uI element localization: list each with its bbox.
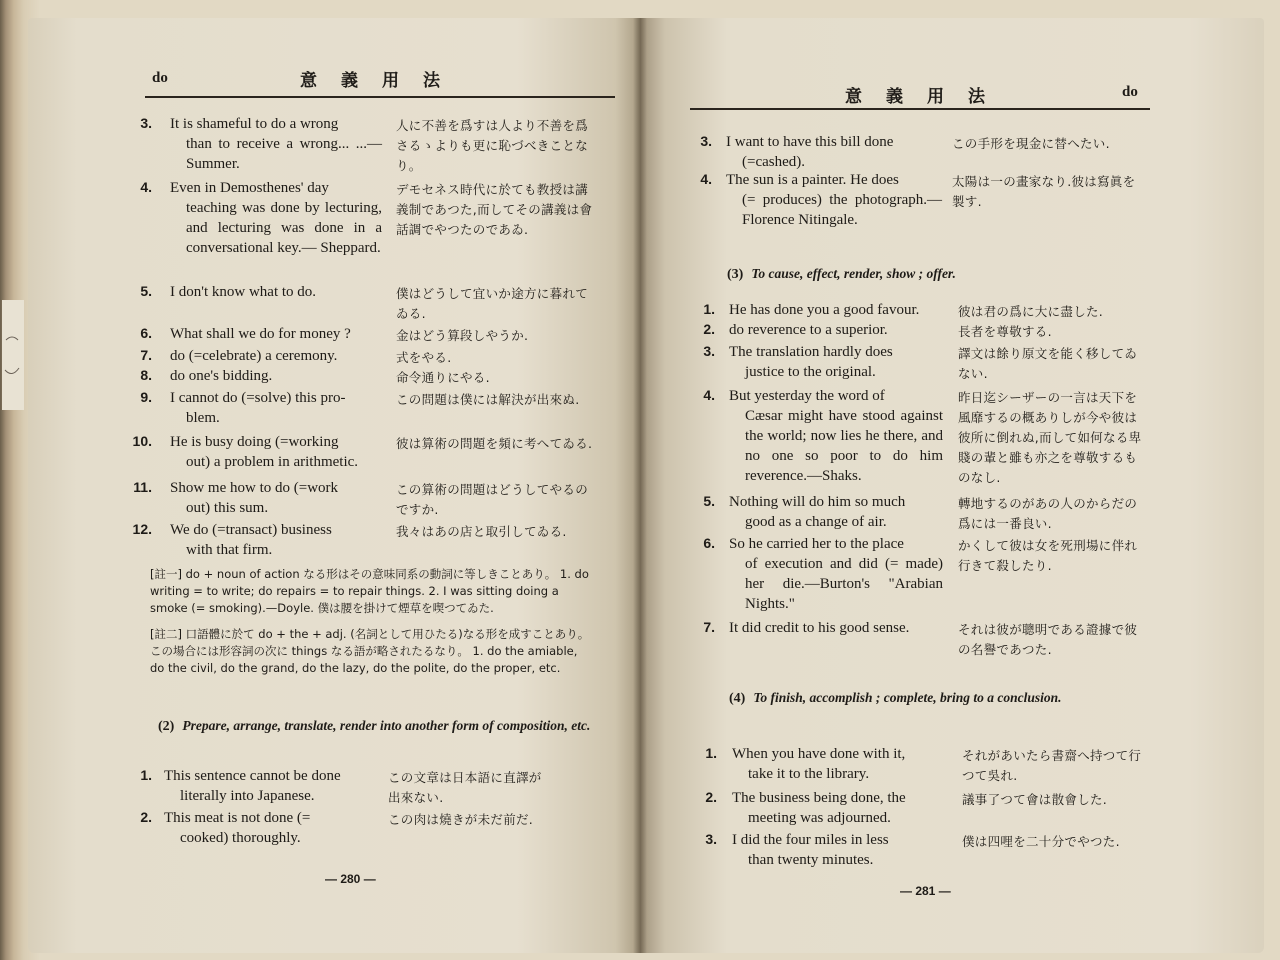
entry-english-first-line: do reverence to a superior. xyxy=(729,322,888,338)
entry-english-continuation: with that firm. xyxy=(186,542,273,558)
entry-japanese: 譯文は餘り原文を能く移してゐない. xyxy=(958,346,1138,381)
entry-english-continuation: cooked) thoroughly. xyxy=(180,830,301,846)
entry-english-first-line: do one's bidding. xyxy=(170,368,273,384)
entry-english xyxy=(170,432,382,472)
entry-english xyxy=(170,178,382,258)
entry-english xyxy=(729,386,943,486)
entry-english-first-line: We do (=transact) business xyxy=(170,522,332,538)
entry-number: 8. xyxy=(140,367,152,383)
page-edge-bookmark xyxy=(0,300,26,410)
left-note-2: [註二] 口語體に於て do + the + adj. (名詞として用ひたる)なる形を成すことあり。この場合には形容詞の次に things なる語が略されたるなり。 1. do the amiable, do the civil, do the grand, do the lazy, do the polite, do the proper, etc. xyxy=(150,627,590,675)
entry-japanese: 轉地するのがあの人のからだの爲には一番良い. xyxy=(958,496,1138,531)
entry-english-first-line: I did the four miles in less xyxy=(732,832,889,848)
section-number: (4) xyxy=(729,691,746,706)
entry-japanese: この手形を現金に替へたい. xyxy=(952,136,1110,151)
entry-english xyxy=(170,114,382,174)
entry-number: 2. xyxy=(705,789,717,805)
right-section-4-heading xyxy=(729,688,1141,709)
entry-english-continuation: justice to the original. xyxy=(745,364,876,380)
entry-english-first-line: Show me how to do (=work xyxy=(170,480,339,496)
entry-japanese: 人に不善を爲すは人より不善を爲さるゝよりも更に恥づべきことなり。 xyxy=(396,118,589,173)
entry-english xyxy=(164,808,374,848)
entry-japanese: 議事了つて會は散會した. xyxy=(962,792,1108,807)
entry-number: 7. xyxy=(140,347,152,363)
right-folio: — 281 — xyxy=(900,884,951,898)
entry-japanese: 命令通りにやる. xyxy=(396,370,490,385)
entry-number: 5. xyxy=(703,493,715,509)
entry-japanese: 彼は算術の問題を頻に考へてゐる. xyxy=(396,436,593,451)
entry-number: 4. xyxy=(703,387,715,403)
entry-english-continuation: literally into Japanese. xyxy=(180,788,315,804)
entry-english-continuation: out) this sum. xyxy=(186,500,269,516)
entry-japanese: 僕は四哩を二十分でやつた. xyxy=(962,834,1120,849)
entry-english-continuation: take it to the library. xyxy=(748,766,870,782)
entry-japanese: この肉は燒きが未だ前だ. xyxy=(388,812,534,827)
entry-english-first-line: I want to have this bill done xyxy=(726,134,894,150)
entry-english xyxy=(170,282,382,302)
entry-english-first-line: When you have done with it, xyxy=(732,746,906,762)
entry-english-first-line: It is shameful to do a wrong xyxy=(170,116,339,132)
section-number: (3) xyxy=(727,267,744,282)
entry-number: 1. xyxy=(705,745,717,761)
entry-number: 6. xyxy=(140,325,152,341)
entry-english-first-line: I cannot do (=solve) this pro- xyxy=(170,390,346,406)
entry-english-first-line: What shall we do for money ? xyxy=(170,326,351,342)
entry-number: 11. xyxy=(133,479,152,495)
entry-english xyxy=(170,346,382,366)
entry-english xyxy=(729,618,943,638)
entry-number: 1. xyxy=(703,301,715,317)
entry-japanese: 長者を尊敬する. xyxy=(958,324,1052,339)
entry-japanese: それは彼が聰明である證據で彼の名譽であつた. xyxy=(958,622,1138,657)
entry-number: 3. xyxy=(703,343,715,359)
entry-english-continuation: good as a change of air. xyxy=(745,514,887,530)
right-section-3-heading xyxy=(727,264,1147,285)
entry-english xyxy=(726,132,942,172)
entry-number: 5. xyxy=(140,283,152,299)
entry-japanese: 我々はあの店と取引してゐる. xyxy=(396,524,567,539)
entry-english xyxy=(164,766,374,806)
right-header-word: do xyxy=(1122,84,1138,100)
entry-japanese: デモセネス時代に於ても教授は講義制であつた,而してその講義は會話調でやつたのであゐ. xyxy=(396,182,593,237)
section-title: Prepare, arrange, translate, render into another form of composition, etc. xyxy=(182,718,591,733)
section-title: To finish, accomplish ; complete, bring to a conclusion. xyxy=(753,690,1062,705)
entry-number: 2. xyxy=(140,809,152,825)
entry-english-first-line: Even in Demosthenes' day xyxy=(170,180,329,196)
entry-english-continuation: meeting was adjourned. xyxy=(748,810,891,826)
entry-english-continuation: blem. xyxy=(186,410,220,426)
entry-english-first-line: The translation hardly does xyxy=(729,344,893,360)
entry-number: 2. xyxy=(703,321,715,337)
book-gutter xyxy=(633,18,647,953)
entry-english-first-line: He has done you a good favour. xyxy=(729,302,920,318)
entry-japanese: この算術の問題はどうしてやるのですか. xyxy=(396,482,589,517)
entry-english-first-line: Nothing will do him so much xyxy=(729,494,906,510)
entry-english xyxy=(732,744,946,784)
entry-english-continuation: Cæsar might have stood against the world; now lies he there, and no one so poor to do him reverence.—Shaks. xyxy=(745,408,943,484)
entry-japanese: かくして彼は女を死刑場に伴れ行きて殺したり. xyxy=(958,538,1138,573)
entry-english-first-line: The business being done, the xyxy=(732,790,906,806)
entry-number: 9. xyxy=(140,389,152,405)
entry-number: 10. xyxy=(132,433,152,449)
entry-number: 3. xyxy=(140,115,152,131)
right-header-title: 意義用法 xyxy=(845,87,1009,107)
entry-english xyxy=(729,300,943,320)
entry-english-continuation: of execution and did (= made) her die.—Burton's "Arabian Nights." xyxy=(745,556,943,612)
entry-english xyxy=(729,534,943,614)
entry-japanese: この文章は日本語に直譯が出來ない. xyxy=(388,770,542,805)
entry-english-continuation: than to receive a wrong... ...—Summer. xyxy=(186,136,382,172)
entry-english xyxy=(170,388,382,428)
entry-japanese: この問題は僕には解決が出來ぬ. xyxy=(396,392,580,407)
entry-english xyxy=(726,170,942,230)
entry-japanese: 太陽は一の畫家なり.彼は寫眞を製す. xyxy=(952,174,1136,209)
entry-english xyxy=(729,320,943,340)
left-header-word: do xyxy=(152,70,168,86)
left-section-2-heading xyxy=(158,716,598,737)
entry-english-continuation: than twenty minutes. xyxy=(748,852,874,868)
entry-english-continuation: out) a problem in arithmetic. xyxy=(186,454,359,470)
entry-english-first-line: This meat is not done (= xyxy=(164,810,311,826)
entry-english-first-line: It did credit to his good sense. xyxy=(729,620,910,636)
entry-japanese: 昨日迄シーザーの一言は天下を風靡するの概ありしが今や彼は彼所に倒れぬ,而して如何なる卑賤の輩と雖も亦之を尊敬するものなし. xyxy=(958,390,1142,485)
section-title: To cause, effect, render, show ; offer. xyxy=(751,266,956,281)
entry-number: 12. xyxy=(132,521,152,537)
entry-number: 6. xyxy=(703,535,715,551)
entry-english-first-line: I don't know what to do. xyxy=(170,284,317,300)
entry-english xyxy=(732,788,946,828)
entry-japanese: 式をやる. xyxy=(396,350,452,365)
left-note-1: [註一] do + noun of action なる形はその意味同系の動詞に等しきことあり。 1. do writing = to write; do repairs = to repair things. 2. I was sitting doing a smoke (= smoking).—Doyle. 僕は腰を掛けて煙草を喫つてゐた. xyxy=(150,567,589,615)
entry-english-first-line: This sentence cannot be done xyxy=(164,768,341,784)
entry-number: 1. xyxy=(140,767,152,783)
entry-number: 3. xyxy=(700,133,712,149)
entry-english-continuation: (=cashed). xyxy=(742,154,806,170)
entry-english xyxy=(732,830,946,870)
entry-number: 7. xyxy=(703,619,715,635)
entry-japanese: それがあいたら書齋へ持つて行つて吳れ. xyxy=(962,748,1142,783)
entry-english xyxy=(170,478,382,518)
entry-english-first-line: So he carried her to the place xyxy=(729,536,904,552)
left-folio: — 280 — xyxy=(325,872,376,886)
entry-english xyxy=(170,520,382,560)
entry-english-first-line: But yesterday the word of xyxy=(729,388,885,404)
entry-japanese: 金はどう算段しやうか. xyxy=(396,328,529,343)
entry-english-first-line: The sun is a painter. He does xyxy=(726,172,899,188)
section-number: (2) xyxy=(158,719,175,734)
left-header-rule xyxy=(145,96,615,98)
entry-english-first-line: He is busy doing (=working xyxy=(170,434,339,450)
entry-english-continuation: teaching was done by lecturing, and lecturing was done in a conversational key.— Sheppard. xyxy=(186,200,382,256)
left-header-title: 意義用法 xyxy=(300,71,464,91)
entry-english xyxy=(729,342,943,382)
right-header-rule xyxy=(690,108,1150,110)
entry-number: 4. xyxy=(700,171,712,187)
entry-english xyxy=(170,324,382,344)
entry-number: 4. xyxy=(140,179,152,195)
entry-english xyxy=(729,492,943,532)
entry-english-continuation: (= produces) the photograph.—Florence Nitingale. xyxy=(742,192,942,228)
entry-english xyxy=(170,366,382,386)
entry-japanese: 彼は君の爲に大に盡した. xyxy=(958,304,1104,319)
entry-english-first-line: do (=celebrate) a ceremony. xyxy=(170,348,338,364)
entry-japanese: 僕はどうして宜いか途方に暮れてゐる. xyxy=(396,286,589,321)
entry-number: 3. xyxy=(705,831,717,847)
